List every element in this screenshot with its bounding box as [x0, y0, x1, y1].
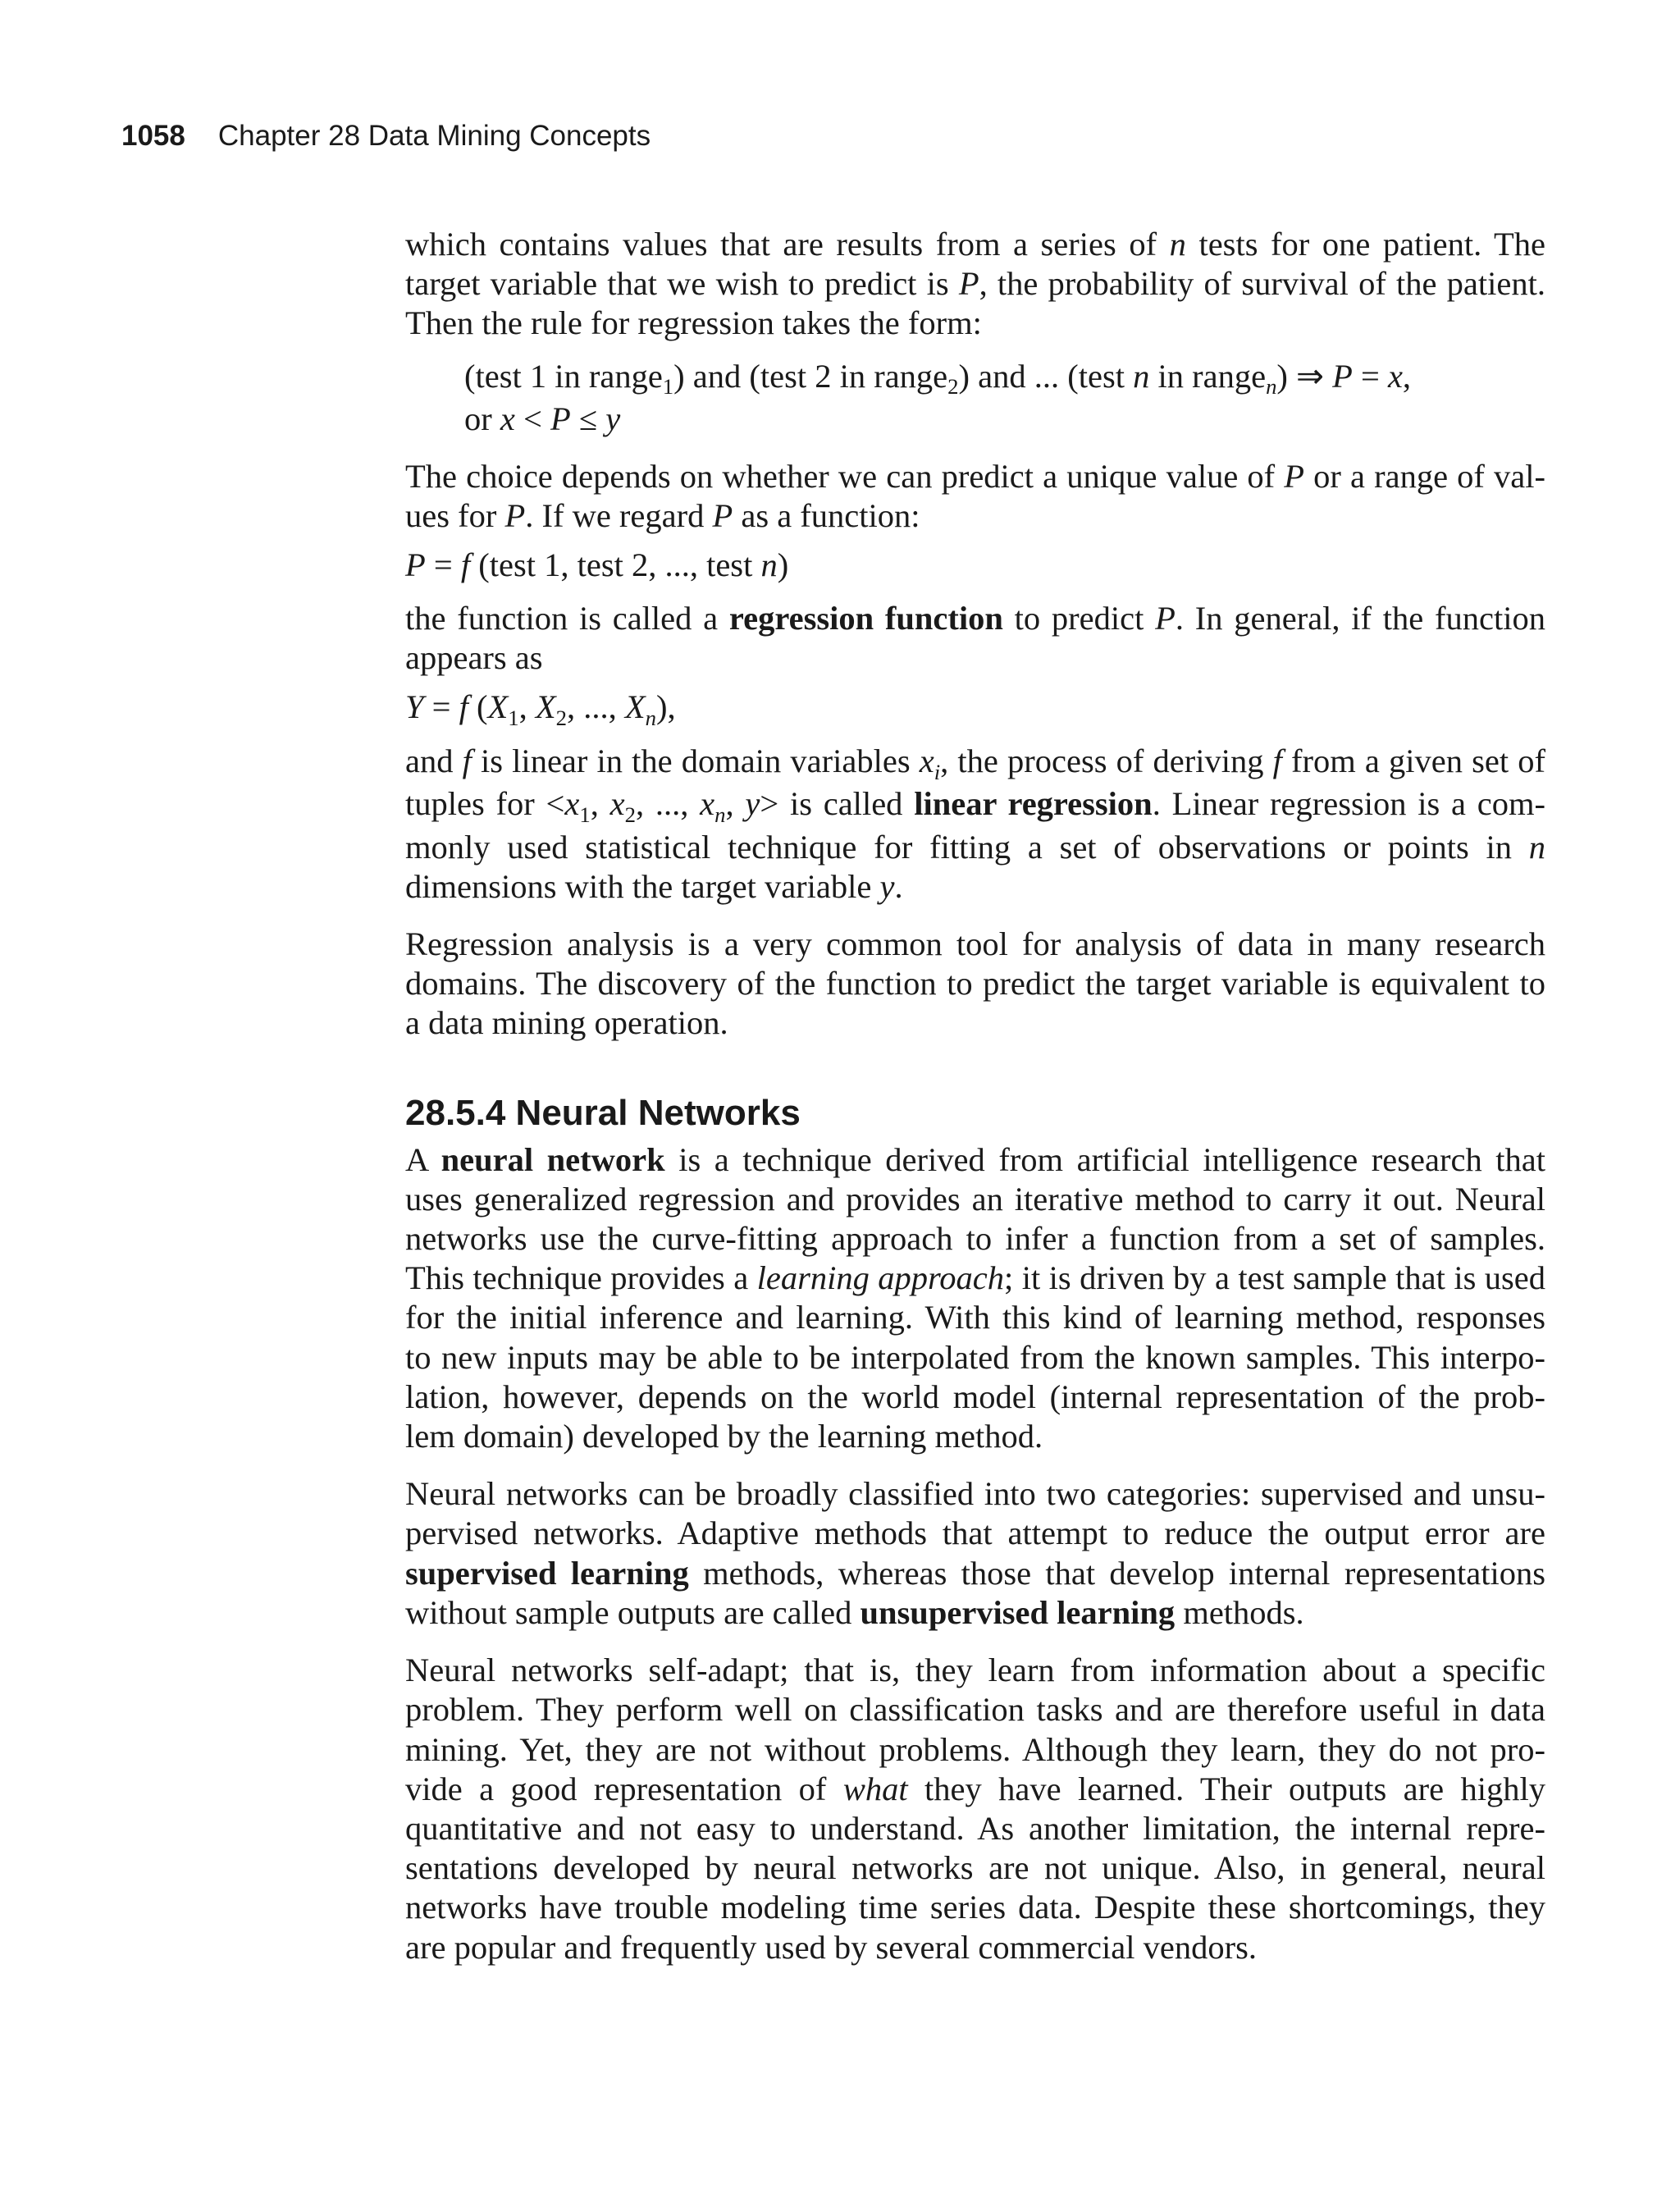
text-line: are popular and frequently used by several commercial vendors. [405, 1928, 1257, 1966]
text-line: Then the rule for regression takes the form: [405, 304, 982, 342]
paragraph-neural-network-definition [405, 1140, 1545, 1457]
regression-rule [464, 357, 1545, 439]
text-line: A neural network is a technique derived from artificial intelligence research that [405, 1140, 1545, 1178]
section-heading: 28.5.4 Neural Networks [405, 1092, 801, 1133]
text-line: Regression analysis is a very common tool for analysis of data in many research [405, 925, 1545, 963]
text-line: a data mining operation. [405, 1004, 728, 1042]
text-line: supervised learning methods, whereas those that develop internal representations [405, 1554, 1545, 1592]
running-head [121, 117, 651, 155]
paragraph-regression-function [405, 599, 1545, 678]
text-line: sentations developed by neural networks are not unique. Also, in general, neural [405, 1849, 1545, 1887]
text-line: and f is linear in the domain variables $x_i$, the process of deriving f from a given set of [405, 742, 1545, 784]
chapter-title: Chapter 28 Data Mining Concepts [217, 120, 651, 152]
text-line: to new inputs may be able to be interpolated from the known samples. This interpo- [405, 1338, 1545, 1376]
rule-line [464, 400, 1545, 439]
rule-line [464, 357, 1545, 400]
paragraph-regression-analysis [405, 925, 1545, 1044]
text-line: appears as [405, 638, 543, 676]
paragraph-self-adapt [405, 1651, 1545, 1967]
text-line: lation, however, depends on the world model (internal representation of the prob- [405, 1377, 1545, 1415]
rule-text: or x < P ≤ y [464, 400, 621, 437]
text-line: Neural networks can be broadly classified into two categories: supervised and unsu- [405, 1475, 1545, 1513]
text-line: lem domain) developed by the learning method. [405, 1418, 1043, 1455]
text-line: mining. Yet, they are not without problems. Although they learn, they do not pro- [405, 1730, 1545, 1768]
text-line: target variable that we wish to predict is P, the probability of survival of the patient. [405, 265, 1545, 303]
text-line: problem. They perform well on classification tasks and are therefore useful in data [405, 1691, 1545, 1729]
text-line: dimensions with the target variable y. [405, 867, 903, 905]
text-line: vide a good representation of what they have learned. Their outputs are highly [405, 1770, 1545, 1807]
text-line: the function is called a regression function to predict P. In general, if the function [405, 599, 1546, 637]
text-line: domains. The discovery of the function to predict the target variable is equivalent to [405, 965, 1545, 1003]
body-text [405, 225, 1545, 1967]
paragraph-patient-tests [405, 225, 1545, 344]
text-line: ues for P. If we regard P as a function: [405, 497, 920, 535]
text-line: networks use the curve-fitting approach to infer a function from a set of samples. [405, 1220, 1545, 1258]
text-line: pervised networks. Adaptive methods that attempt to reduce the output error are [405, 1514, 1545, 1552]
text-line: monly used statistical technique for fitting a set of observations or points in n [405, 828, 1545, 866]
paragraph-choice [405, 457, 1545, 536]
text-line: Neural networks self-adapt; that is, they learn from information about a specific [405, 1652, 1545, 1689]
text-line: for the initial inference and learning. With this kind of learning method, responses [405, 1299, 1545, 1336]
text-line: which contains values that are results from a series of n tests for one patient. The [405, 226, 1545, 263]
rule-text: (test 1 in range$_1$) and (test 2 in range$_2$) and ... (test n in range$_n$) ⇒ P = x, [464, 357, 1412, 400]
text-line: without sample outputs are called unsupervised learning methods. [405, 1593, 1304, 1631]
text-line: This technique provides a learning approach; it is driven by a test sample that is used [405, 1259, 1546, 1297]
text-line: The choice depends on whether we can predict a unique value of P or a range of val- [405, 458, 1545, 496]
text-line: quantitative and not easy to understand. As another limitation, the internal repre- [405, 1809, 1545, 1847]
text-line: networks have trouble modeling time series data. Despite these shortcomings, they [405, 1889, 1545, 1926]
paragraph-linear-regression [405, 742, 1545, 907]
page-number: 1058 [121, 120, 185, 152]
text-line: tuples for $<x_1$, $x_2$, ..., $x_n$, y> is called linear regression. Linear regression is a com- [405, 785, 1546, 827]
equation-y: Y = f ($X_1$, $X_2$, ..., $X_n$), [405, 688, 676, 730]
text-line: uses generalized regression and provides an iterative method to carry it out. Neural [405, 1180, 1545, 1217]
equation-p: P = f (test 1, test 2, ..., test n) [405, 546, 789, 584]
paragraph-categories [405, 1474, 1545, 1633]
